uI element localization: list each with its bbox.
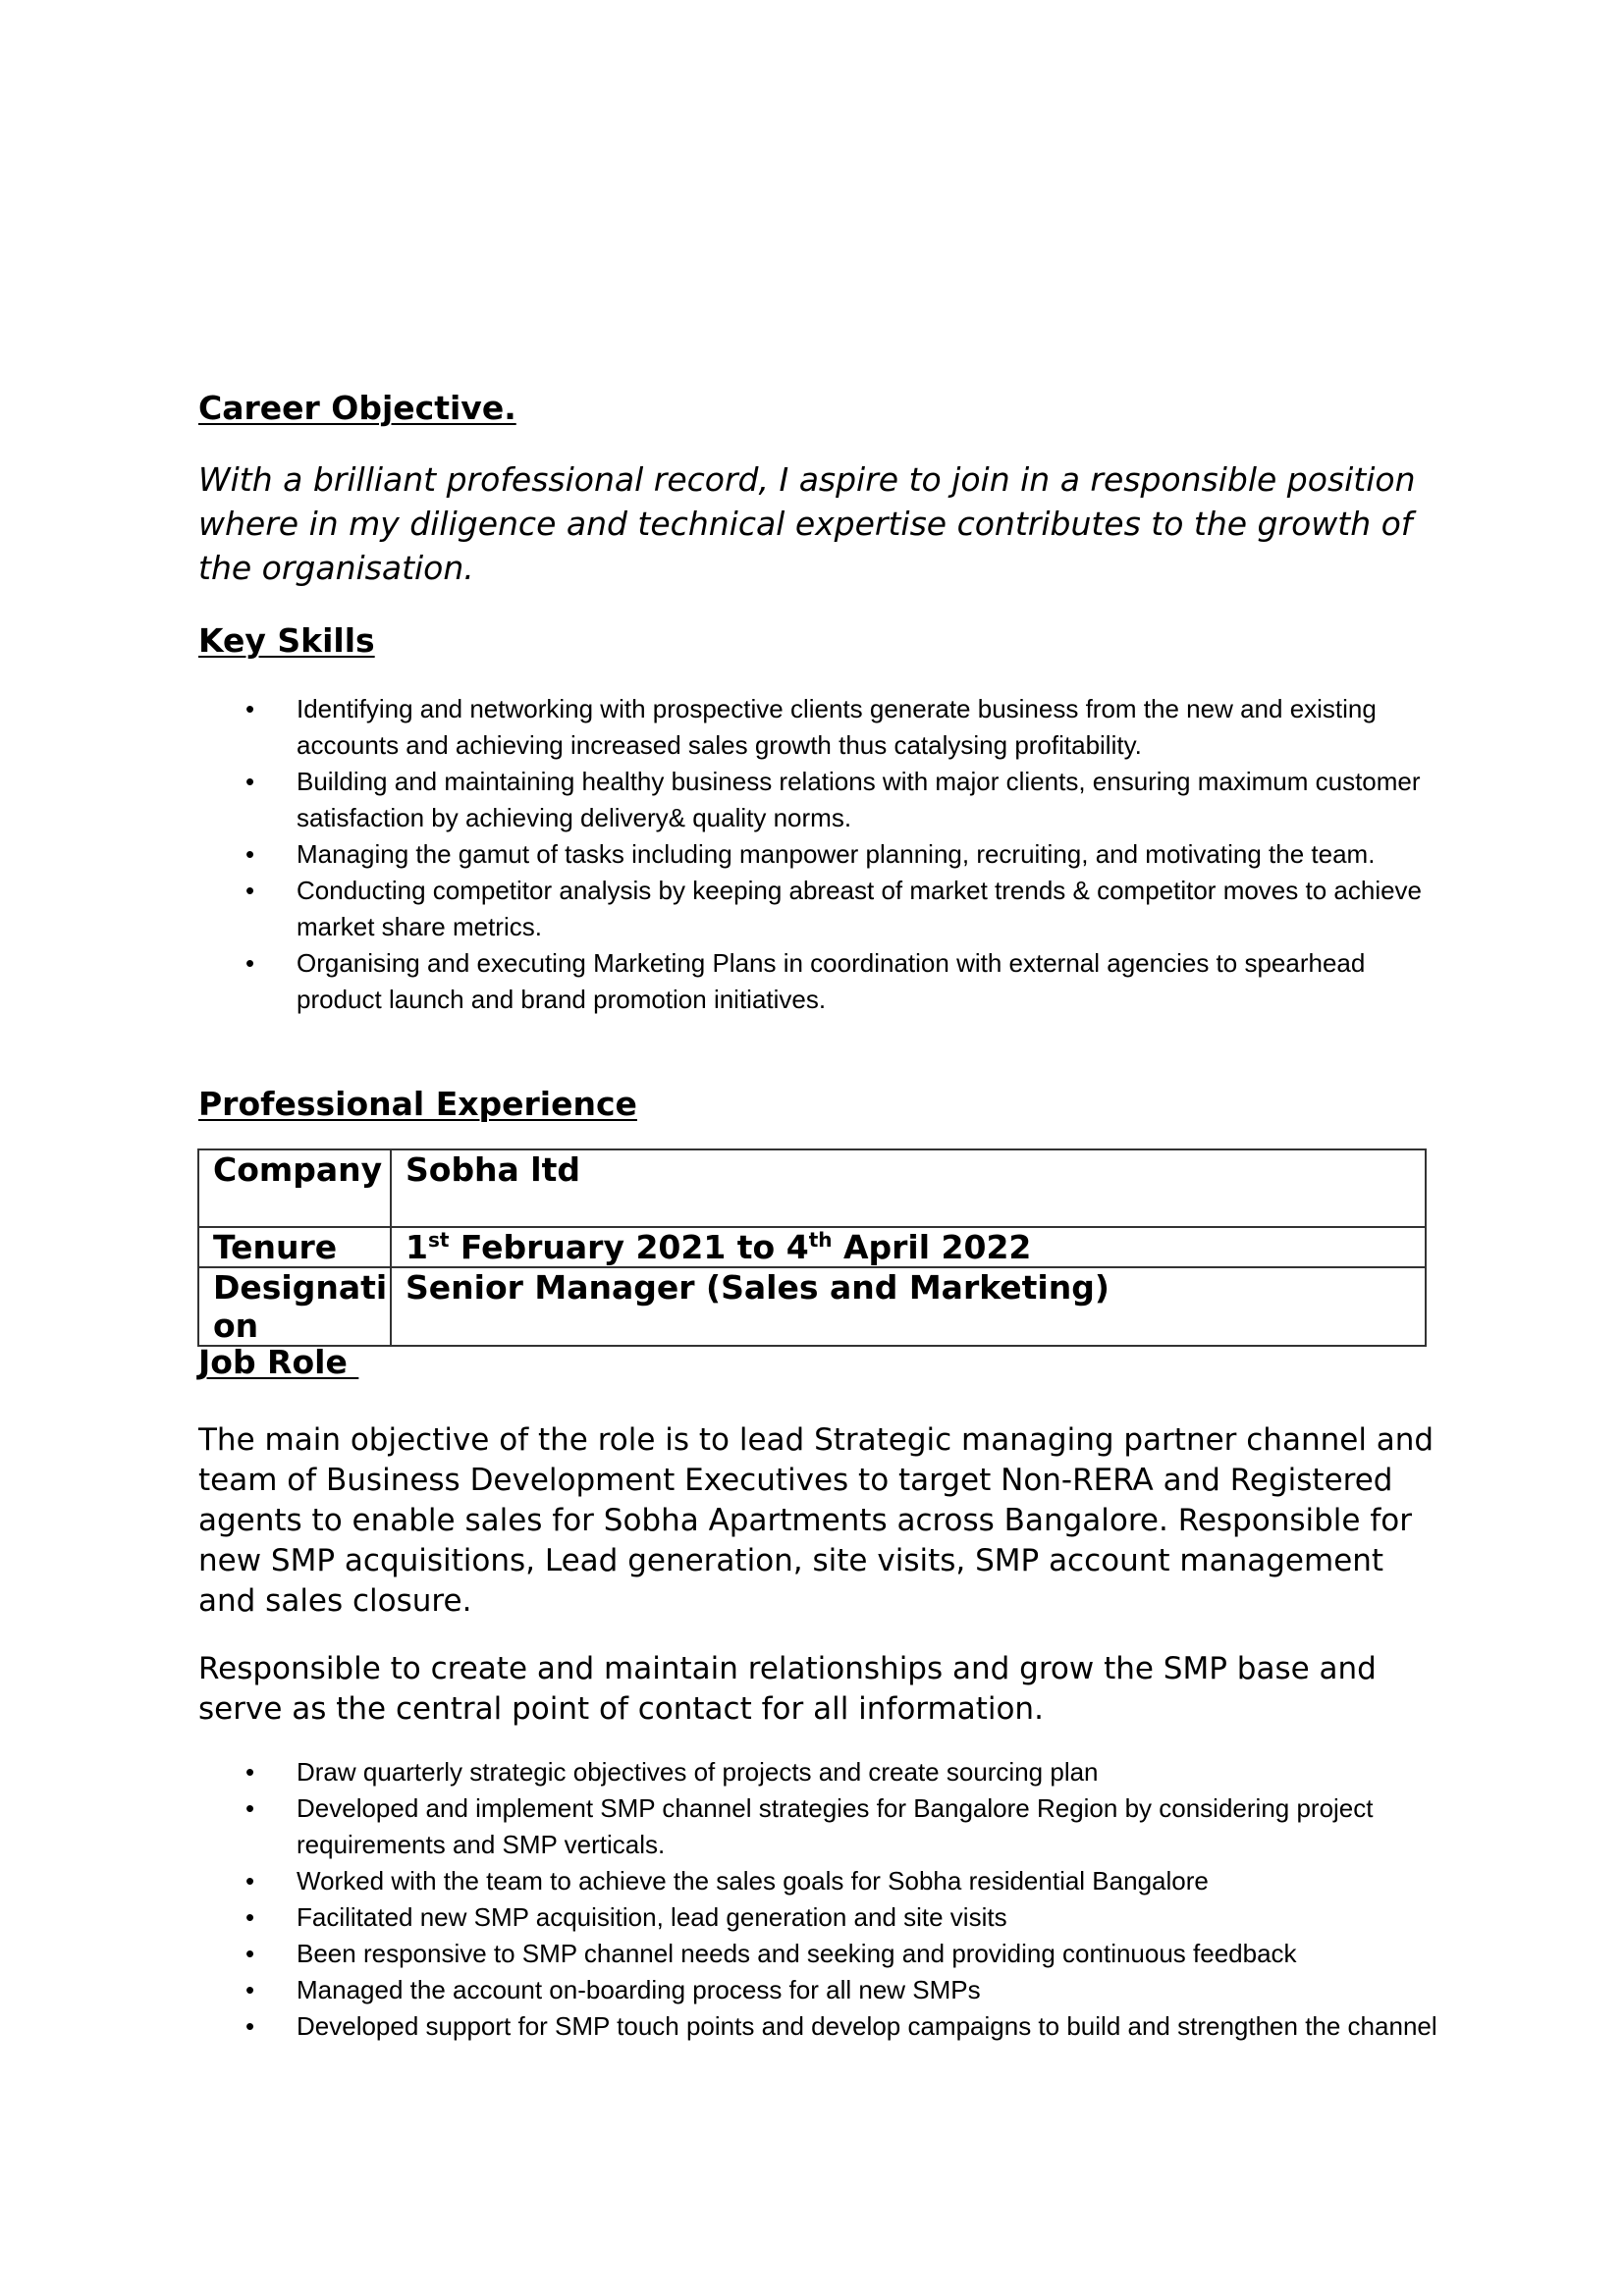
company-value: Sobha ltd — [391, 1149, 1426, 1227]
job-role-heading: Job Role — [198, 1343, 359, 1381]
list-item-text: Worked with the team to achieve the sales goals for Sobha residential Bangalore — [297, 1866, 1209, 1896]
career-objective-text: With a brilliant professional record, I aspire to join in a responsible position where in my diligence and technical expertise contributes to the growth of the organisation. — [198, 460, 1416, 587]
key-skills-heading: Key Skills — [198, 621, 375, 660]
list-item-text: Facilitated new SMP acquisition, lead generation and site visits — [297, 1902, 1007, 1932]
experience-table — [197, 1148, 1427, 1347]
list-item-text: Developed and implement SMP channel strategies for Bangalore Region by considering project requirements and SMP verticals. — [297, 1793, 1374, 1859]
professional-experience-heading: Professional Experience — [198, 1085, 637, 1123]
list-item-text: Identifying and networking with prospective clients generate business from the new and existing accounts and achieving increased sales growth thus catalysing profitability. — [297, 694, 1377, 760]
list-item-text: Building and maintaining healthy business relations with major clients, ensuring maximum customer satisfaction by achieving delivery& quality norms. — [297, 767, 1421, 832]
bullet-icon: • — [245, 1757, 255, 1787]
list-item-text: Been responsive to SMP channel needs and seeking and providing continuous feedback — [297, 1939, 1297, 1968]
bullet-icon: • — [245, 839, 255, 869]
table-row — [198, 1227, 1426, 1267]
list-item — [198, 873, 1445, 945]
bullet-icon: • — [245, 694, 255, 723]
list-item — [198, 1790, 1445, 1863]
tenure-label: Tenure — [198, 1227, 391, 1267]
list-item-text: Organising and executing Marketing Plans in coordination with external agencies to spearhead product launch and brand promotion initiatives. — [297, 948, 1366, 1014]
bullet-icon: • — [245, 1793, 255, 1823]
bullet-icon: • — [245, 948, 255, 978]
list-item-text: Developed support for SMP touch points and develop campaigns to build and strengthen the channel — [297, 2011, 1437, 2041]
list-item-text: Managing the gamut of tasks including manpower planning, recruiting, and motivating the team. — [297, 839, 1376, 869]
list-item — [198, 691, 1445, 764]
bullet-icon: • — [245, 1975, 255, 2004]
bullet-icon: • — [245, 1866, 255, 1896]
career-objective-heading: Career Objective. — [198, 389, 516, 427]
designation-label: Designation — [198, 1267, 391, 1346]
designation-value: Senior Manager (Sales and Marketing) — [391, 1267, 1426, 1346]
list-item-text: Conducting competitor analysis by keeping abreast of market trends & competitor moves to achieve market share metrics. — [297, 876, 1423, 941]
table-row — [198, 1149, 1426, 1227]
list-item — [198, 1863, 1445, 1899]
bullet-icon: • — [245, 876, 255, 905]
tenure-end: April 2022 — [832, 1228, 1032, 1266]
list-item — [198, 1936, 1445, 1972]
bullet-icon: • — [245, 767, 255, 796]
tenure-middle: February 2021 to 4 — [449, 1228, 809, 1266]
list-item — [198, 1754, 1445, 1790]
key-skills-list — [198, 691, 1445, 1018]
bullet-icon: • — [245, 1939, 255, 1968]
job-role-list — [198, 1754, 1445, 2045]
list-item — [198, 945, 1445, 1018]
tenure-start-day: 1 — [406, 1228, 428, 1266]
list-item — [198, 836, 1445, 873]
list-item-text: Draw quarterly strategic objectives of projects and create sourcing plan — [297, 1757, 1099, 1787]
table-row — [198, 1267, 1426, 1346]
list-item — [198, 1899, 1445, 1936]
job-role-paragraph: Responsible to create and maintain relationships and grow the SMP base and serve as the central point of contact for all information. — [198, 1651, 1377, 1727]
list-item — [198, 2008, 1445, 2045]
tenure-start-suffix: st — [427, 1228, 450, 1252]
job-role-paragraph: The main objective of the role is to lead Strategic managing partner channel and team of Business Development Executives to target Non-RERA and Registered agents to enable sales for Sobha Apartments across Bangalore. Responsible for new SMP acquisitions, Lead generation, site visits, SMP account management and sales closure. — [198, 1422, 1435, 1619]
bullet-icon: • — [245, 1902, 255, 1932]
tenure-value — [391, 1227, 1426, 1267]
tenure-end-suffix: th — [808, 1228, 833, 1252]
list-item-text: Managed the account on-boarding process for all new SMPs — [297, 1975, 981, 2004]
list-item — [198, 1972, 1445, 2008]
list-item — [198, 764, 1445, 836]
bullet-icon: • — [245, 2011, 255, 2041]
company-label: Company — [198, 1149, 391, 1227]
